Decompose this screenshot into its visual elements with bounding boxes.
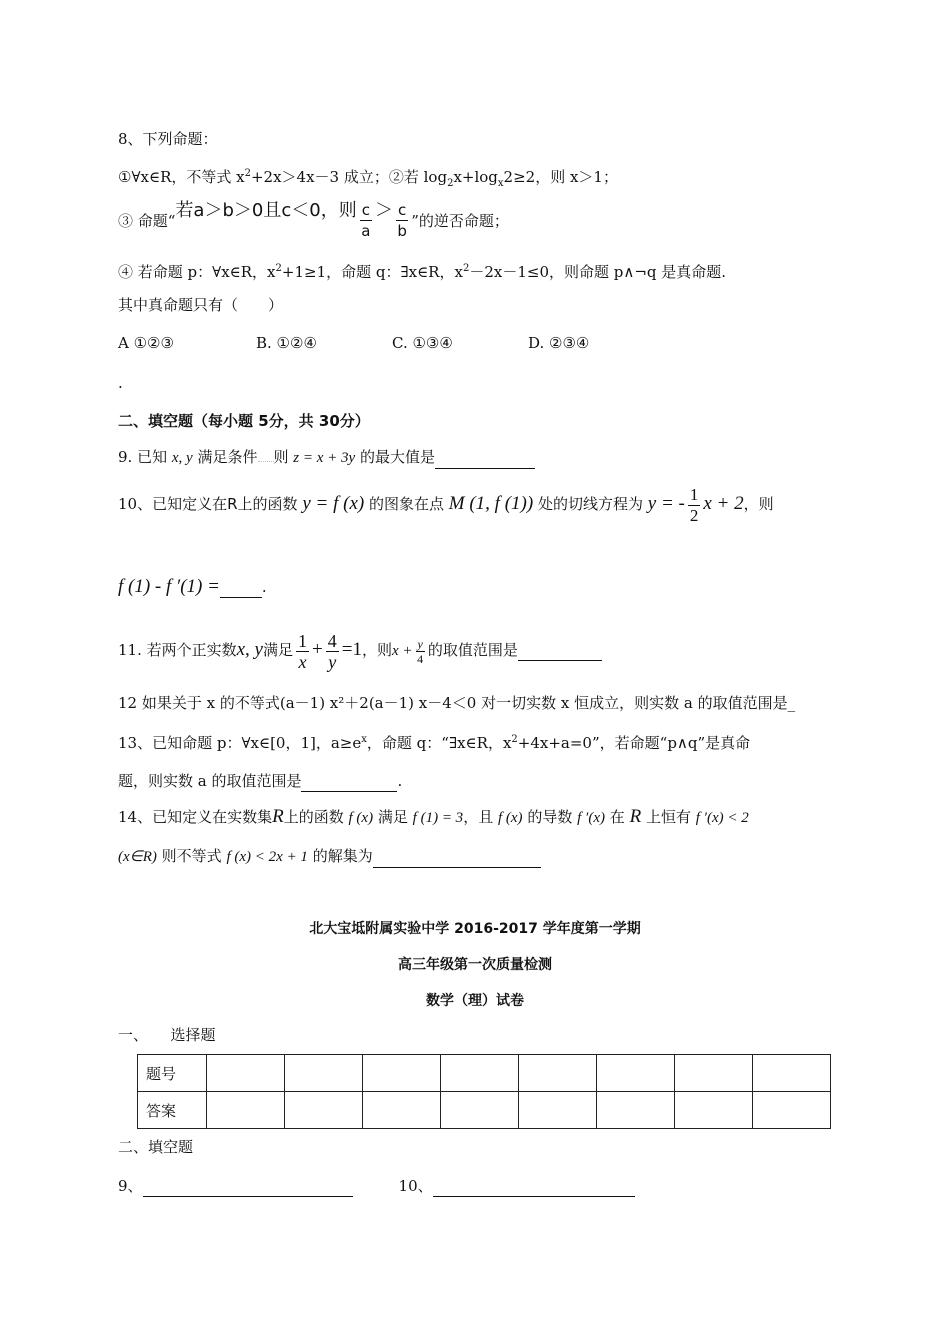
- q9-expr: z = x + 3y: [293, 450, 356, 466]
- q10-frac: [688, 485, 701, 526]
- q8-stem: 8、下列命题：: [118, 130, 218, 148]
- q14-b: 上的函数: [283, 808, 344, 826]
- q11-b: 满足: [263, 641, 294, 659]
- answer-table-header-answer: 答案: [138, 1092, 207, 1129]
- q8-line3-num2: c: [397, 201, 407, 219]
- q8-line1-sup1: 2: [244, 168, 251, 179]
- q13-c: +4x+a=0”，若命题“p∧q”是真命: [517, 734, 751, 752]
- q11-n3: y: [417, 636, 423, 651]
- q13-a: 13、已知命题 p：∀x∈[0，1]，a≥e: [118, 734, 362, 752]
- q9-c: 则: [273, 448, 289, 466]
- q13-blank: [301, 773, 397, 792]
- q11-n2: 4: [327, 630, 337, 651]
- q10-blank: [220, 585, 262, 598]
- grade-title: 高三年级第一次质量检测: [398, 957, 552, 973]
- q11-frac3: [416, 637, 425, 666]
- answer-cell[interactable]: [363, 1055, 441, 1092]
- q8-line4-sup2: 2: [462, 263, 470, 274]
- q8-line3-num1: c: [361, 201, 370, 219]
- q14-blank: [373, 849, 541, 868]
- q14-line2b: 则不等式: [161, 847, 222, 865]
- q14-f: 在: [609, 808, 625, 826]
- q14-line2a: (x∈R): [118, 849, 157, 865]
- q14-fx2: f (x): [497, 810, 523, 826]
- answer-sec1: 一、 选择题: [118, 1026, 216, 1044]
- q14-d: ，且: [463, 808, 494, 826]
- answer-sec2: 二、填空题: [118, 1138, 194, 1156]
- q11-c: ，则: [361, 641, 392, 659]
- q9: [118, 446, 535, 469]
- q14-R: R: [272, 806, 284, 827]
- q10-den: 2: [689, 505, 699, 525]
- q13-sup2: 2: [511, 734, 518, 745]
- answer-blank-9-label: 9、: [118, 1177, 143, 1195]
- q11-blank: [518, 642, 602, 661]
- answer-cell[interactable]: [441, 1092, 519, 1129]
- q8-line3-prefix: ③ 命题“: [118, 212, 176, 230]
- q14-ineq2: f (x) < 2x + 1: [226, 849, 308, 865]
- q14-fp: f ′(x): [577, 810, 605, 826]
- q10-num: 1: [689, 484, 699, 504]
- q11-xplus: x +: [391, 643, 413, 659]
- answer-blank-10-label: 10、: [398, 1177, 433, 1195]
- q14-line2c: 的解集为: [312, 847, 373, 865]
- q8-option-a: A ①②③: [118, 334, 174, 352]
- answer-table-row-number: [138, 1055, 831, 1092]
- q10-eq1: y = -: [647, 493, 685, 514]
- school-title: 北大宝坻附属实验中学 2016-2017 学年度第一学期: [309, 921, 641, 937]
- q10-b: 上的函数: [237, 495, 298, 513]
- answer-blank-10[interactable]: [433, 1178, 635, 1197]
- q8-option-b: B. ①②④: [256, 334, 317, 352]
- q8-line1-sub1: 2: [447, 178, 454, 189]
- answer-cell[interactable]: [753, 1092, 831, 1129]
- q13-sup: x: [361, 734, 367, 745]
- q8-line1-c: x+log: [453, 168, 498, 186]
- q8-line1: [118, 163, 618, 195]
- section2-heading: 二、填空题（每小题 5分，共 30分）: [118, 412, 370, 430]
- q10-point: M (1, f (1)): [448, 493, 534, 514]
- q13-line1: [118, 729, 750, 754]
- q11-frac2: [326, 631, 339, 672]
- q8-line3-suffix: ”的逆否命题；: [411, 212, 509, 230]
- q11-d2: y: [328, 651, 337, 672]
- q11-n1: 1: [298, 630, 308, 651]
- q9-conditions-image: [258, 451, 274, 462]
- q11-a: 11. 若两个正实数: [118, 641, 237, 659]
- q8-line3: [118, 200, 509, 241]
- q12: 12 如果关于 x 的不等式(a－1) x²＋2(a－1) x－4＜0 对一切实数 x 恒成立，则实数 a 的取值范围是_: [118, 694, 796, 712]
- q8-line4-c: －2x－1≤0，则命题 p∧¬q 是真命题.: [469, 263, 727, 281]
- q8-dot: .: [118, 374, 123, 392]
- q8-line4: [118, 258, 726, 283]
- q9-blank: [435, 450, 535, 469]
- q11-plus: +: [312, 639, 323, 660]
- q13-line2-text: 题，则实数 a 的取值范围是: [118, 772, 302, 790]
- answer-cell[interactable]: [597, 1092, 675, 1129]
- q14-R2: R: [629, 806, 642, 827]
- answer-blank-9[interactable]: [143, 1178, 353, 1197]
- q10-line2: [118, 576, 267, 598]
- q11-frac1: [296, 631, 309, 672]
- q10-eq2: x + 2: [703, 493, 744, 514]
- answer-cell[interactable]: [519, 1055, 597, 1092]
- q8-line3-cond: 若a＞b＞0且c＜0，则: [175, 200, 357, 221]
- answer-cell[interactable]: [753, 1055, 831, 1092]
- q8-line3-den1: a: [361, 222, 371, 240]
- q10-c: 的图象在点: [368, 495, 444, 513]
- answer-cell[interactable]: [675, 1092, 753, 1129]
- q10-fx: y = f (x): [302, 493, 365, 514]
- q14-ineq: f ′(x) < 2: [695, 810, 749, 826]
- q10-e: ，则: [743, 495, 774, 513]
- q9-b: 满足条件: [197, 448, 258, 466]
- q8-line4-sup1: 2: [275, 263, 282, 274]
- q13-end: .: [397, 772, 403, 790]
- q8-ask: 其中真命题只有（ ）: [118, 296, 284, 314]
- q10-line2-expr: f (1) - f ′(1) =: [118, 576, 220, 597]
- answer-table-header-number: 题号: [138, 1055, 207, 1092]
- q8-line3-gt: ＞: [374, 200, 393, 221]
- q9-vars: x, y: [171, 450, 193, 466]
- q11-d: 的取值范围是: [427, 641, 518, 659]
- q8-line3-frac1: [360, 200, 372, 241]
- answer-table: [137, 1054, 831, 1129]
- answer-cell[interactable]: [519, 1092, 597, 1129]
- subject-title: 数学（理）试卷: [426, 993, 524, 1009]
- answer-cell[interactable]: [207, 1092, 285, 1129]
- q14-fx: f (x): [348, 810, 374, 826]
- q14-c: 满足: [377, 808, 408, 826]
- q8-line4-b: +1≥1，命题 q：∃x∈R，x: [281, 263, 463, 281]
- q14-f1: f (1) = 3: [412, 810, 464, 826]
- q13-b: ，命题 q：“∃x∈R，x: [366, 734, 512, 752]
- answer-cell[interactable]: [285, 1092, 363, 1129]
- q14-g: 上恒有: [645, 808, 691, 826]
- q8-options: [118, 332, 589, 354]
- q13-line2: [118, 770, 402, 792]
- q14-line2: [118, 845, 541, 868]
- q11-vars: x, y: [236, 639, 263, 660]
- answer-cell[interactable]: [285, 1055, 363, 1092]
- q14-e: 的导数: [527, 808, 573, 826]
- answer-cell[interactable]: [363, 1092, 441, 1129]
- q8-line1-b: +2x＞4x－3 成立；②若 log: [250, 168, 448, 186]
- q8-option-d: D. ②③④: [528, 334, 590, 352]
- q9-a: 9. 已知: [118, 448, 168, 466]
- q8-line3-frac2: [396, 200, 408, 241]
- answer-cell[interactable]: [441, 1055, 519, 1092]
- answer-cell[interactable]: [675, 1055, 753, 1092]
- q14-a: 14、已知定义在实数集: [118, 808, 273, 826]
- answer-cell[interactable]: [207, 1055, 285, 1092]
- q8-line3-den2: b: [397, 222, 407, 240]
- q8-line1-sub2: x: [497, 178, 504, 189]
- q10-end: .: [261, 578, 267, 596]
- answer-table-row-answer: [138, 1092, 831, 1129]
- q10-line1: [118, 482, 774, 526]
- q8-line1-a: ①∀x∈R，不等式 x: [118, 168, 245, 186]
- q11-d1: x: [298, 651, 307, 672]
- q11-eq: =1: [341, 639, 362, 660]
- q8-line4-a: ④ 若命题 p：∀x∈R，x: [118, 263, 276, 281]
- q10-R: R: [227, 495, 238, 513]
- q8-line1-d: 2≥2，则 x＞1；: [503, 168, 618, 186]
- q11: [118, 628, 602, 673]
- q8-option-c: C. ①③④: [392, 334, 453, 352]
- q11-d3: 4: [417, 651, 424, 666]
- answer-blank-9-row: [118, 1175, 635, 1197]
- q10-a: 10、已知定义在: [118, 495, 228, 513]
- q9-d: 的最大值是: [359, 448, 435, 466]
- q10-d: 处的切线方程为: [537, 495, 643, 513]
- q14-line1: [118, 806, 749, 829]
- answer-cell[interactable]: [597, 1055, 675, 1092]
